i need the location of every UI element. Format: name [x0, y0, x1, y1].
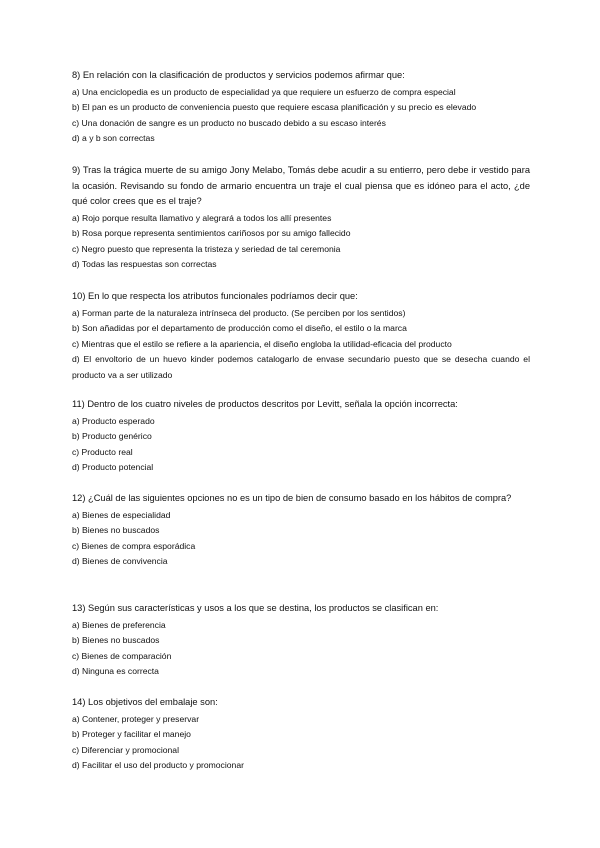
- question-13-option-c: c) Bienes de comparación: [72, 650, 172, 661]
- question-9-option-a: a) Rojo porque resulta llamativo y alegrará a todos los allí presentes: [72, 212, 332, 223]
- question-9: [72, 163, 530, 273]
- question-8-option-d: d) a y b son correctas: [72, 133, 155, 143]
- question-14-option-d: d) Facilitar el uso del producto y promocionar: [72, 760, 244, 770]
- question-12-option-c: c) Bienes de compra esporádica: [72, 540, 196, 551]
- question-10: [72, 289, 530, 383]
- question-8-stem: 8) En relación con la clasificación de productos y servicios podemos afirmar que:: [72, 70, 405, 80]
- question-14: [72, 695, 530, 774]
- question-11-option-b: b) Producto genérico: [72, 431, 152, 441]
- question-9-option-b: b) Rosa porque representa sentimientos cariñosos por su amigo fallecido: [72, 228, 351, 238]
- question-14-option-c: c) Diferenciar y promocional: [72, 744, 179, 755]
- question-10-option-a: a) Forman parte de la naturaleza intrínseca del producto. (Se perciben por los sentidos): [72, 307, 406, 318]
- question-12-option-d: d) Bienes de convivencia: [72, 556, 168, 566]
- question-8-option-a: a) Una enciclopedia es un producto de especialidad ya que requiere un esfuerzo de compra especial: [72, 86, 456, 97]
- question-13: [72, 601, 530, 680]
- question-8: [72, 68, 530, 147]
- question-13-stem: 13) Según sus características y usos a los que se destina, los productos se clasifican en:: [72, 603, 439, 613]
- question-10-option-d: d) El envoltorio de un huevo kinder podemos catalogarlo de envase secundario puesto que se desecha cuando el producto va a ser utilizado: [72, 354, 530, 380]
- question-11-option-c: c) Producto real: [72, 446, 133, 457]
- question-10-option-b: b) Son añadidas por el departamento de producción como el diseño, el estilo o la marca: [72, 323, 407, 333]
- question-9-option-d: d) Todas las respuestas son correctas: [72, 259, 217, 269]
- question-9-stem: 9) Tras la trágica muerte de su amigo Jony Melabo, Tomás debe acudir a su entierro, pero debe ir vestido para la ocasión. Revisando su fondo de armario encuentra un traje el cual piensa que es idóneo para el acto, ¿de qué color crees que es el traje?: [72, 165, 530, 206]
- question-13-option-a: a) Bienes de preferencia: [72, 619, 166, 630]
- question-10-option-c: c) Mientras que el estilo se refiere a la apariencia, el diseño engloba la utilidad-eficacia del producto: [72, 338, 452, 349]
- question-12-option-a: a) Bienes de especialidad: [72, 509, 171, 520]
- question-9-option-c: c) Negro puesto que representa la tristeza y seriedad de tal ceremonia: [72, 243, 341, 254]
- question-12-stem: 12) ¿Cuál de las siguientes opciones no es un tipo de bien de consumo basado en los hábitos de compra?: [72, 493, 512, 503]
- question-13-option-d: d) Ninguna es correcta: [72, 666, 159, 676]
- question-14-stem: 14) Los objetivos del embalaje son:: [72, 697, 218, 707]
- question-12: [72, 491, 530, 570]
- question-11-option-d: d) Producto potencial: [72, 462, 154, 472]
- question-12-option-b: b) Bienes no buscados: [72, 525, 160, 535]
- question-8-option-c: c) Una donación de sangre es un producto no buscado debido a su escaso interés: [72, 117, 386, 128]
- question-8-option-b: b) El pan es un producto de conveniencia puesto que requiere escasa planificación y su precio es elevado: [72, 102, 477, 112]
- question-11-stem: 11) Dentro de los cuatro niveles de productos descritos por Levitt, señala la opción incorrecta:: [72, 399, 458, 409]
- question-14-option-a: a) Contener, proteger y preservar: [72, 713, 200, 724]
- question-10-stem: 10) En lo que respecta los atributos funcionales podríamos decir que:: [72, 291, 358, 301]
- question-13-option-b: b) Bienes no buscados: [72, 635, 160, 645]
- question-11: [72, 397, 530, 476]
- question-14-option-b: b) Proteger y facilitar el manejo: [72, 729, 191, 739]
- question-11-option-a: a) Producto esperado: [72, 415, 155, 426]
